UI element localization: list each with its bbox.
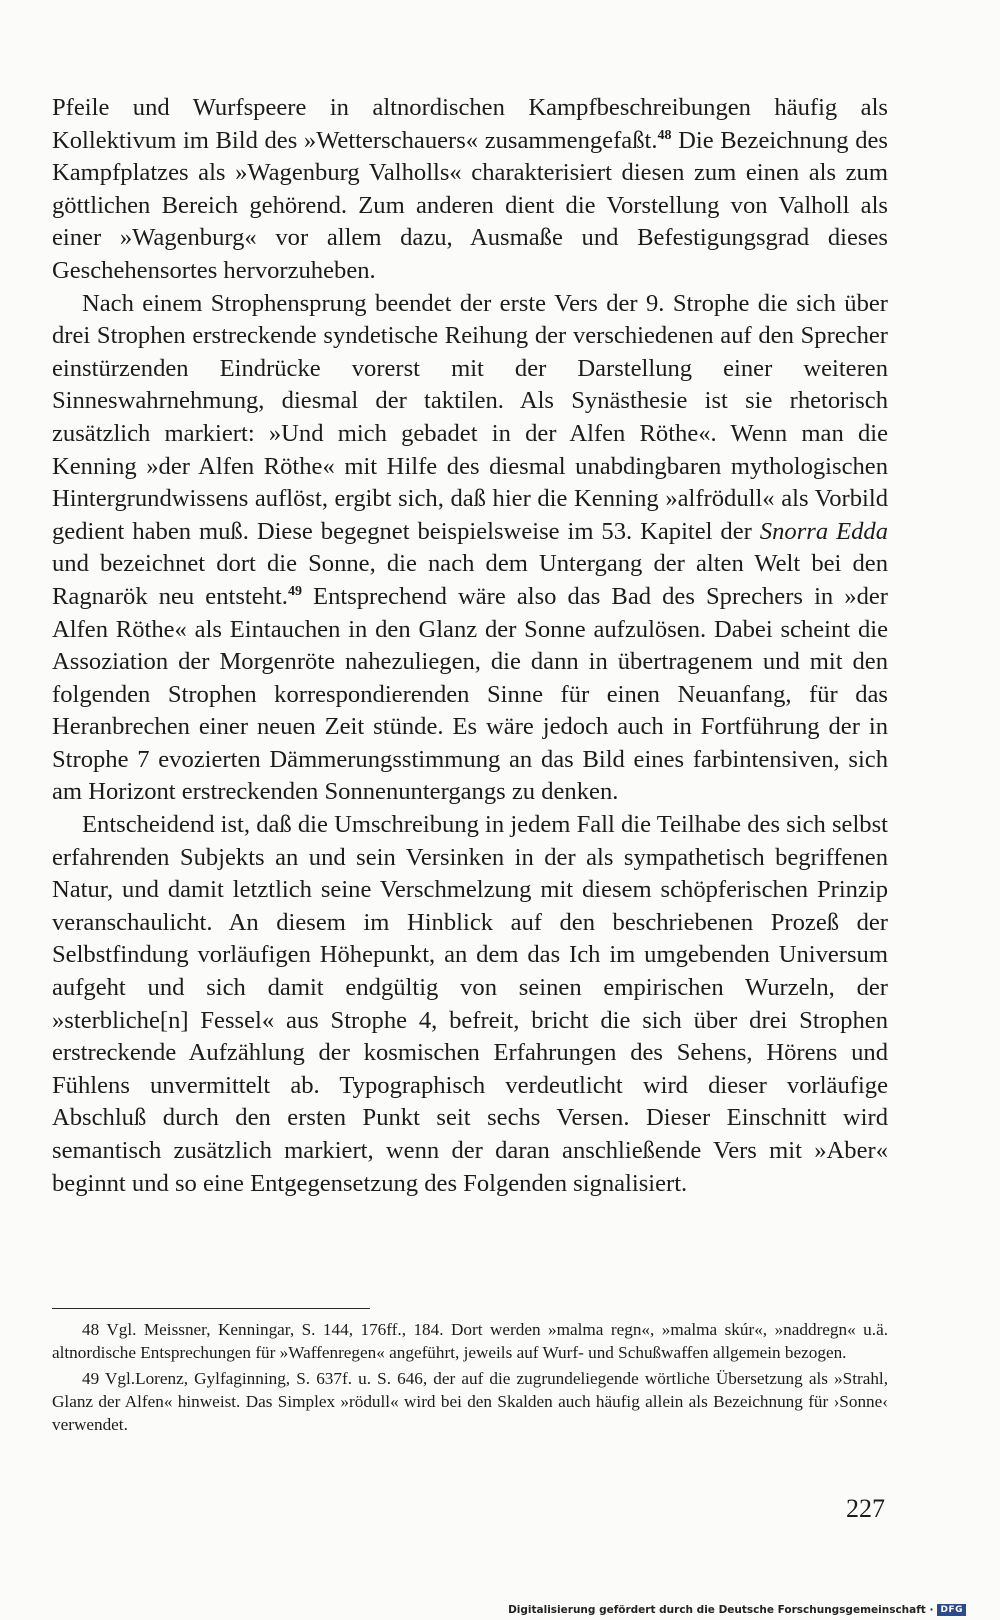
page-number: 227 [846, 1494, 885, 1523]
italic-title: Snorra Edda [759, 517, 888, 545]
footnote-ref-48: 48 [657, 127, 672, 143]
footnote-separator [52, 1308, 370, 1309]
dfg-logo: DFG [937, 1604, 966, 1616]
footnotes [52, 1318, 888, 1436]
body-text [52, 92, 888, 1200]
paragraph: Nach einem Strophensprung beendet der erste Vers der 9. Strophe die sich über drei Strophen erstreckende syndetische Reihung der verschiedenen auf den Sprecher einstürzenden Eindrücke vorerst mit der Darstellung einer weiteren Sinneswahrnehmung, diesmal der taktilen. Als Synästhesie ist sie rhetorisch zusätzlich markiert: »Und mich gebadet in der Alfen Röthe«. Wenn man die Kenning »der Alfen Röthe« mit Hilfe des diesmal unabdingbaren mythologischen Hintergrundwissens auflöst, ergibt sich, daß hier die Kenning »alfrödull« als Vorbild gedient haben muß. Diese begegnet beispielsweise im 53. Kapitel der Snorra Edda und bezeichnet dort die Sonne, die nach dem Untergang der alten Welt bei den Ragnarök neu entsteht.$^{49}$ Entsprechend wäre also das Bad des Sprechers in »der Alfen Röthe« als Eintauchen in den Glanz der Sonne aufzulösen. Dabei scheint die Assoziation der Morgenröte nahezuliegen, die dann in übertragenem und mit den folgenden Strophen korrespondierenden Sinne für einen Neuanfang, für das Heranbrechen einer neuen Zeit stünde. Es wäre jedoch auch in Fortführung der in Strophe 7 evozierten Dämmerungsstimmung an das Bild eines farbintensiven, sich am Horizont erstreckenden Sonnenuntergangs zu denken. [52, 289, 888, 806]
footnote-ref-49: 49 [287, 583, 302, 599]
paragraph: Pfeile und Wurfspeere in altnordischen Kampfbeschreibungen häufig als Kollektivum im Bild des »Wetterschauers« zusammengefaßt.$^{48}$ Die Bezeichnung des Kampfplatzes als »Wagenburg Valholls« charakterisiert diesen zum einen als zum göttlichen Bereich gehörend. Zum anderen dient die Vorstellung von Valholl als einer »Wagenburg« vor allem dazu, Ausmaße und Befestigungsgrad dieses Geschehensortes hervorzuheben. [52, 94, 889, 284]
digitization-credit [508, 1604, 966, 1616]
footnote-49: 49 Vgl.Lorenz, Gylfaginning, S. 637f. u. S. 646, der auf die zugrundeliegende wörtliche Übersetzung als »Strahl, Glanz der Alfen« hinweist. Das Simplex »rödull« wird bei den Skalden auch häufig allein als Bezeichnung für ›Sonne‹ verwendet. [52, 1368, 888, 1435]
footnote-48: 48 Vgl. Meissner, Kenningar, S. 144, 176ff., 184. Dort werden »malma regn«, »malma skúr«, »naddregn« u.ä. altnordische Entsprechungen für »Waffenregen« angeführt, jeweils auf Wurf- und Schußwaffen allgemein bezogen. [52, 1320, 888, 1363]
credit-text: Digitalisierung gefördert durch die Deutsche Forschungsgemeinschaft · [508, 1604, 934, 1616]
paragraph: Entscheidend ist, daß die Umschreibung in jedem Fall die Teilhabe des sich selbst erfahrenden Subjekts an und sein Versinken in der als sympathetisch begriffenen Natur, und damit letztlich seine Verschmelzung mit diesem schöpferischen Prinzip veranschaulicht. An diesem im Hinblick auf den beschriebenen Prozeß der Selbstfindung vorläufigen Höhepunkt, an dem das Ich im umgebenden Universum aufgeht und sich damit endgültig von seinen empirischen Wurzeln, der »sterbliche[n] Fessel« aus Strophe 4, befreit, bricht die sich über drei Strophen erstreckende Aufzählung der kosmischen Erfahrungen des Sehens, Hörens und Fühlens unvermittelt ab. Typographisch verdeutlicht wird dieser vorläufige Abschluß durch den ersten Punkt seit sechs Versen. Dieser Einschnitt wird semantisch zusätzlich markiert, wenn der daran anschließende Vers mit »Aber« beginnt und so eine Entgegensetzung des Folgenden signalisiert. [52, 811, 888, 1197]
